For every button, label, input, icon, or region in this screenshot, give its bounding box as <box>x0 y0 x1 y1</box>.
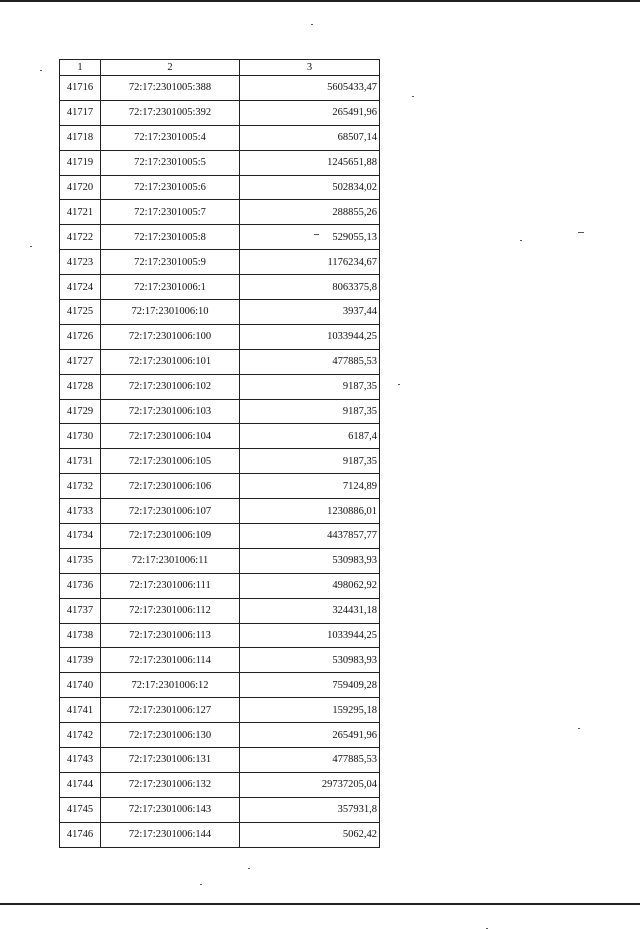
table-row <box>60 673 380 698</box>
cadastral-value: 9187,35 <box>240 374 380 399</box>
cadastral-number: 72:17:2301005:392 <box>101 100 240 125</box>
table-row <box>60 748 380 773</box>
row-number: 41727 <box>60 349 101 374</box>
cadastral-value: 4437857,77 <box>240 524 380 549</box>
table-row <box>60 648 380 673</box>
cadastral-value: 1033944,25 <box>240 623 380 648</box>
cadastral-value: 68507,14 <box>240 125 380 150</box>
row-number: 41742 <box>60 723 101 748</box>
cadastral-value: 502834,02 <box>240 175 380 200</box>
cadastral-number: 72:17:2301006:109 <box>101 524 240 549</box>
row-number: 41736 <box>60 573 101 598</box>
top-edge-rule <box>0 0 640 2</box>
scan-speck <box>30 246 32 247</box>
cadastral-number: 72:17:2301006:112 <box>101 598 240 623</box>
row-number: 41744 <box>60 772 101 797</box>
row-number: 41723 <box>60 250 101 275</box>
cadastral-number: 72:17:2301006:101 <box>101 349 240 374</box>
cadastral-value: 265491,96 <box>240 100 380 125</box>
table-row <box>60 548 380 573</box>
table-row <box>60 449 380 474</box>
row-number: 41725 <box>60 300 101 325</box>
cadastral-value: 288855,26 <box>240 200 380 225</box>
table-row <box>60 623 380 648</box>
cadastral-number: 72:17:2301006:127 <box>101 698 240 723</box>
cadastral-value: 357931,8 <box>240 797 380 822</box>
cadastral-number: 72:17:2301005:6 <box>101 175 240 200</box>
header-row <box>60 60 380 76</box>
cadastral-value: 477885,53 <box>240 748 380 773</box>
cadastral-number: 72:17:2301006:111 <box>101 573 240 598</box>
row-number: 41719 <box>60 150 101 175</box>
table-row <box>60 100 380 125</box>
row-number: 41739 <box>60 648 101 673</box>
cadastral-number: 72:17:2301006:132 <box>101 772 240 797</box>
row-number: 41741 <box>60 698 101 723</box>
cadastral-number: 72:17:2301006:114 <box>101 648 240 673</box>
table-row <box>60 822 380 847</box>
scan-speck <box>311 24 313 25</box>
row-number: 41733 <box>60 499 101 524</box>
row-number: 41737 <box>60 598 101 623</box>
cadastral-number: 72:17:2301005:9 <box>101 250 240 275</box>
scan-speck <box>398 384 400 385</box>
row-number: 41740 <box>60 673 101 698</box>
cadastral-number: 72:17:2301006:107 <box>101 499 240 524</box>
cadastral-number: 72:17:2301006:130 <box>101 723 240 748</box>
cadastral-number: 72:17:2301006:104 <box>101 424 240 449</box>
scan-speck <box>578 728 580 729</box>
cadastral-number: 72:17:2301006:131 <box>101 748 240 773</box>
cadastral-number: 72:17:2301006:105 <box>101 449 240 474</box>
cadastral-value: 7124,89 <box>240 474 380 499</box>
table-row <box>60 474 380 499</box>
row-number: 41743 <box>60 748 101 773</box>
row-number: 41718 <box>60 125 101 150</box>
column-header-2: 2 <box>101 60 240 76</box>
cadastral-number: 72:17:2301005:8 <box>101 225 240 250</box>
row-number: 41738 <box>60 623 101 648</box>
cadastral-number: 72:17:2301006:12 <box>101 673 240 698</box>
cadastral-number: 72:17:2301006:1 <box>101 275 240 300</box>
table-row <box>60 324 380 349</box>
cadastral-number: 72:17:2301005:7 <box>101 200 240 225</box>
table-row <box>60 175 380 200</box>
cadastral-value: 159295,18 <box>240 698 380 723</box>
cadastral-value: 3937,44 <box>240 300 380 325</box>
table-row <box>60 150 380 175</box>
column-header-1: 1 <box>60 60 101 76</box>
row-number: 41726 <box>60 324 101 349</box>
table-row <box>60 772 380 797</box>
cadastral-number: 72:17:2301006:11 <box>101 548 240 573</box>
cadastral-value: 8063375,8 <box>240 275 380 300</box>
row-number: 41717 <box>60 100 101 125</box>
table-row <box>60 573 380 598</box>
table-row <box>60 300 380 325</box>
cadastral-value: 5605433,47 <box>240 76 380 101</box>
row-number: 41745 <box>60 797 101 822</box>
cadastral-number: 72:17:2301006:10 <box>101 300 240 325</box>
cadastral-value: 29737205,04 <box>240 772 380 797</box>
row-number: 41746 <box>60 822 101 847</box>
table-row <box>60 698 380 723</box>
scan-speck <box>40 70 42 71</box>
table-row <box>60 76 380 101</box>
cadastral-number: 72:17:2301006:100 <box>101 324 240 349</box>
table-body <box>60 76 380 848</box>
cadastral-value: 6187,4 <box>240 424 380 449</box>
cadastral-value: 265491,96 <box>240 723 380 748</box>
table-row <box>60 125 380 150</box>
row-number: 41734 <box>60 524 101 549</box>
cadastral-value: 1230886,01 <box>240 499 380 524</box>
cadastral-number: 72:17:2301006:102 <box>101 374 240 399</box>
table-row <box>60 797 380 822</box>
cadastral-value: 1033944,25 <box>240 324 380 349</box>
table-row <box>60 374 380 399</box>
table-row <box>60 424 380 449</box>
table-row <box>60 349 380 374</box>
cadastral-number: 72:17:2301005:5 <box>101 150 240 175</box>
cadastral-value: 9187,35 <box>240 399 380 424</box>
cadastral-value: 529055,13 <box>240 225 380 250</box>
cadastral-number: 72:17:2301005:4 <box>101 125 240 150</box>
table-row <box>60 275 380 300</box>
column-header-3: 3 <box>240 60 380 76</box>
row-number: 41730 <box>60 424 101 449</box>
table-row <box>60 200 380 225</box>
cadastral-value: 477885,53 <box>240 349 380 374</box>
cadastral-value: 530983,93 <box>240 648 380 673</box>
table-row <box>60 723 380 748</box>
row-number: 41735 <box>60 548 101 573</box>
row-number: 41722 <box>60 225 101 250</box>
row-number: 41716 <box>60 76 101 101</box>
scan-speck <box>578 232 584 233</box>
table-row <box>60 499 380 524</box>
cadastral-value: 1176234,67 <box>240 250 380 275</box>
cadastral-number: 72:17:2301006:143 <box>101 797 240 822</box>
row-number: 41732 <box>60 474 101 499</box>
cadastral-number: 72:17:2301006:103 <box>101 399 240 424</box>
cadastral-value: 324431,18 <box>240 598 380 623</box>
row-number: 41729 <box>60 399 101 424</box>
cadastral-value: 498062,92 <box>240 573 380 598</box>
row-number: 41728 <box>60 374 101 399</box>
cadastral-number: 72:17:2301006:106 <box>101 474 240 499</box>
cadastral-value: 530983,93 <box>240 548 380 573</box>
cadastral-number: 72:17:2301006:144 <box>101 822 240 847</box>
cadastral-number: 72:17:2301006:113 <box>101 623 240 648</box>
row-number: 41724 <box>60 275 101 300</box>
table-row <box>60 598 380 623</box>
row-number: 41721 <box>60 200 101 225</box>
cadastral-value: 1245651,88 <box>240 150 380 175</box>
row-number: 41731 <box>60 449 101 474</box>
scan-speck <box>200 884 202 885</box>
cadastral-value-table <box>59 59 380 848</box>
table-row <box>60 225 380 250</box>
scan-speck <box>314 234 319 235</box>
table-row <box>60 399 380 424</box>
row-number: 41720 <box>60 175 101 200</box>
cadastral-number: 72:17:2301005:388 <box>101 76 240 101</box>
scan-speck <box>248 868 250 869</box>
scan-speck <box>412 96 414 97</box>
scan-speck <box>520 240 522 241</box>
table-row <box>60 524 380 549</box>
cadastral-value: 9187,35 <box>240 449 380 474</box>
cadastral-value: 759409,28 <box>240 673 380 698</box>
table-row <box>60 250 380 275</box>
cadastral-value: 5062,42 <box>240 822 380 847</box>
